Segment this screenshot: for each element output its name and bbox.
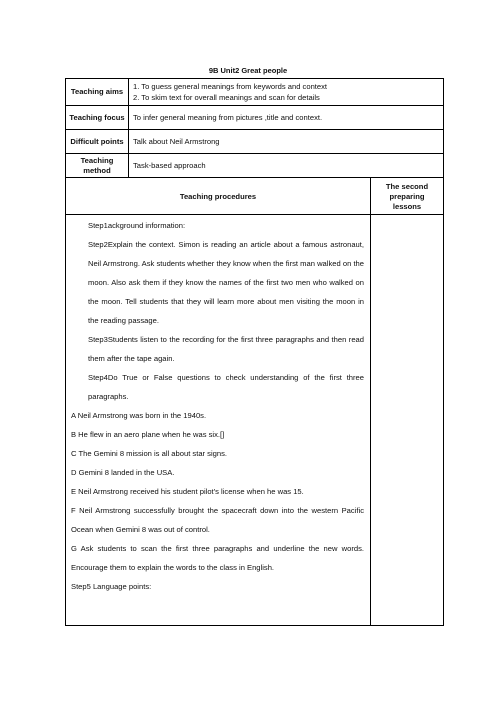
aim-2: 2. To skim text for overall meanings and scan for details [133,93,320,102]
label-teaching-aims: Teaching aims [66,79,129,106]
step-1: Step1ackground information: [88,221,186,230]
step-2: Step2Explain the context. Simon is reading an article about a famous astronaut, Neil Armstrong. Ask students whether they know when the first man walked on the moon. Also ask them if they know the names of the first two men who walked on the moon. Tell students that they will learn more about men visiting the moon in the reading passage. [88,240,364,325]
statement-f: F Neil Armstrong successfully brought the spacecraft down into the western Pacific Ocean when Gemini 8 was out of control. [71,506,364,534]
statement-g: G Ask students to scan the first three paragraphs and underline the new words. Encourage them to explain the words to the class in English. [71,544,364,572]
value-teaching-focus: To infer general meaning from pictures ,title and context. [129,106,444,130]
aim-1: 1. To guess general meanings from keywords and context [133,81,328,91]
value-difficult-points: Talk about Neil Armstrong [129,130,444,154]
label-teaching-focus: Teaching focus [66,106,129,130]
row-procedures-header [66,178,444,215]
header-second-preparing: The second preparing lessons [371,178,444,215]
header-teaching-procedures: Teaching procedures [66,178,371,215]
statement-d: D Gemini 8 landed in the USA. [71,468,175,477]
statement-a: A Neil Armstrong was born in the 1940s. [71,411,207,420]
step-4: Step4Do True or False questions to check understanding of the first three paragraphs. [88,373,364,401]
value-teaching-aims [129,79,444,106]
statement-e: E Neil Armstrong received his student pilot's license when he was 15. [71,487,304,496]
row-teaching-focus [66,106,444,130]
second-preparing-column [371,215,444,626]
value-teaching-method: Task-based approach [129,154,444,178]
row-difficult-points [66,130,444,154]
label-teaching-method: Teaching method [66,154,129,178]
step-3: Step3Students listen to the recording for the first three paragraphs and then read them after the tape again. [88,335,364,363]
statement-b: B He flew in an aero plane when he was six.[] [71,430,225,439]
label-difficult-points: Difficult points [66,130,129,154]
lesson-plan-table [65,78,444,626]
document-title: 9B Unit2 Great people [208,66,288,75]
row-procedures-body [66,215,444,626]
statement-c: C The Gemini 8 mission is all about star signs. [71,449,228,458]
procedures-content [66,215,371,626]
step-5: Step5 Language points: [71,582,152,591]
row-teaching-method [66,154,444,178]
row-teaching-aims [66,79,444,106]
